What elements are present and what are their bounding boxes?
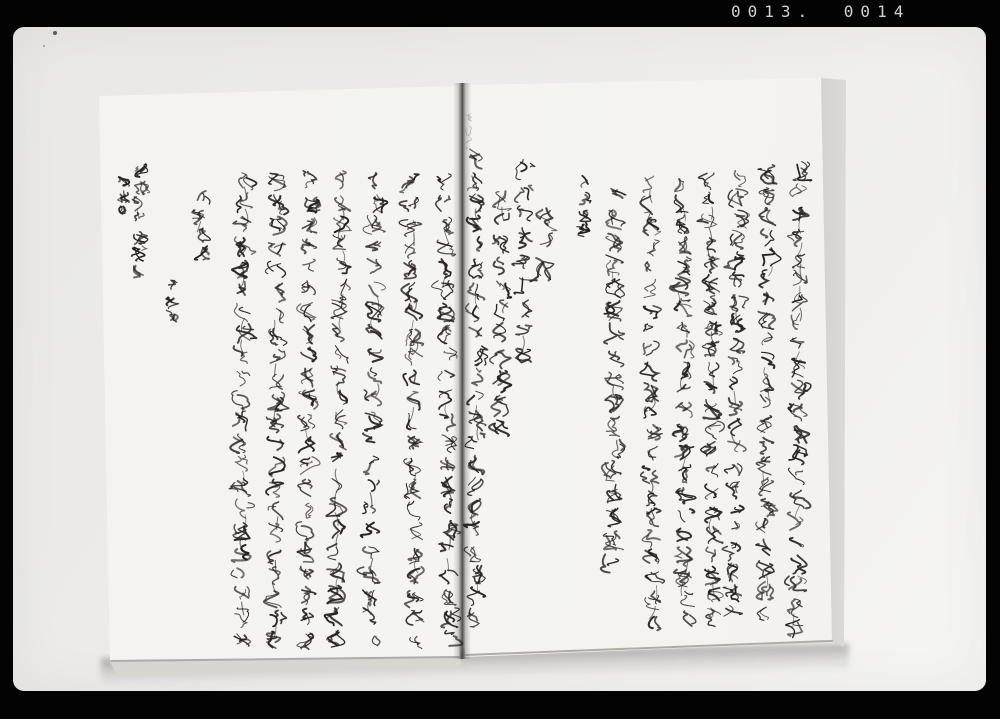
manuscript-text-column	[531, 208, 558, 281]
manuscript-text-column	[166, 280, 179, 322]
manuscript-text-column	[117, 177, 130, 214]
manuscript-text-column	[697, 173, 726, 627]
dust-speck	[43, 45, 45, 47]
marginal-note-column	[464, 114, 472, 149]
photo-print	[13, 27, 986, 691]
manuscript-text-column	[430, 174, 463, 646]
manuscript-text-column	[192, 191, 211, 260]
manuscript-text-column	[324, 171, 353, 647]
manuscript-text-column	[229, 173, 258, 646]
manuscript-text-column	[488, 300, 511, 436]
manuscript-text-column	[356, 173, 388, 646]
ink-layer	[13, 27, 986, 691]
manuscript-text-column	[783, 161, 814, 637]
film-counter: 0013. 0014	[731, 2, 911, 21]
manuscript-text-column	[464, 149, 489, 627]
dust-speck	[53, 31, 57, 35]
manuscript-text-column	[719, 171, 751, 617]
manuscript-text-column	[601, 189, 626, 573]
manuscript-text-column	[293, 171, 323, 649]
manuscript-text-column	[264, 173, 290, 648]
manuscript-text-column	[577, 176, 591, 237]
manuscript-text-column	[512, 159, 535, 362]
manuscript-text-column	[132, 164, 150, 277]
manuscript-text-column	[398, 174, 428, 649]
manuscript-text-column	[492, 191, 511, 298]
manuscript-text-column	[638, 176, 665, 630]
manuscript-text-column	[752, 165, 782, 621]
manuscript-text-column	[668, 179, 697, 627]
